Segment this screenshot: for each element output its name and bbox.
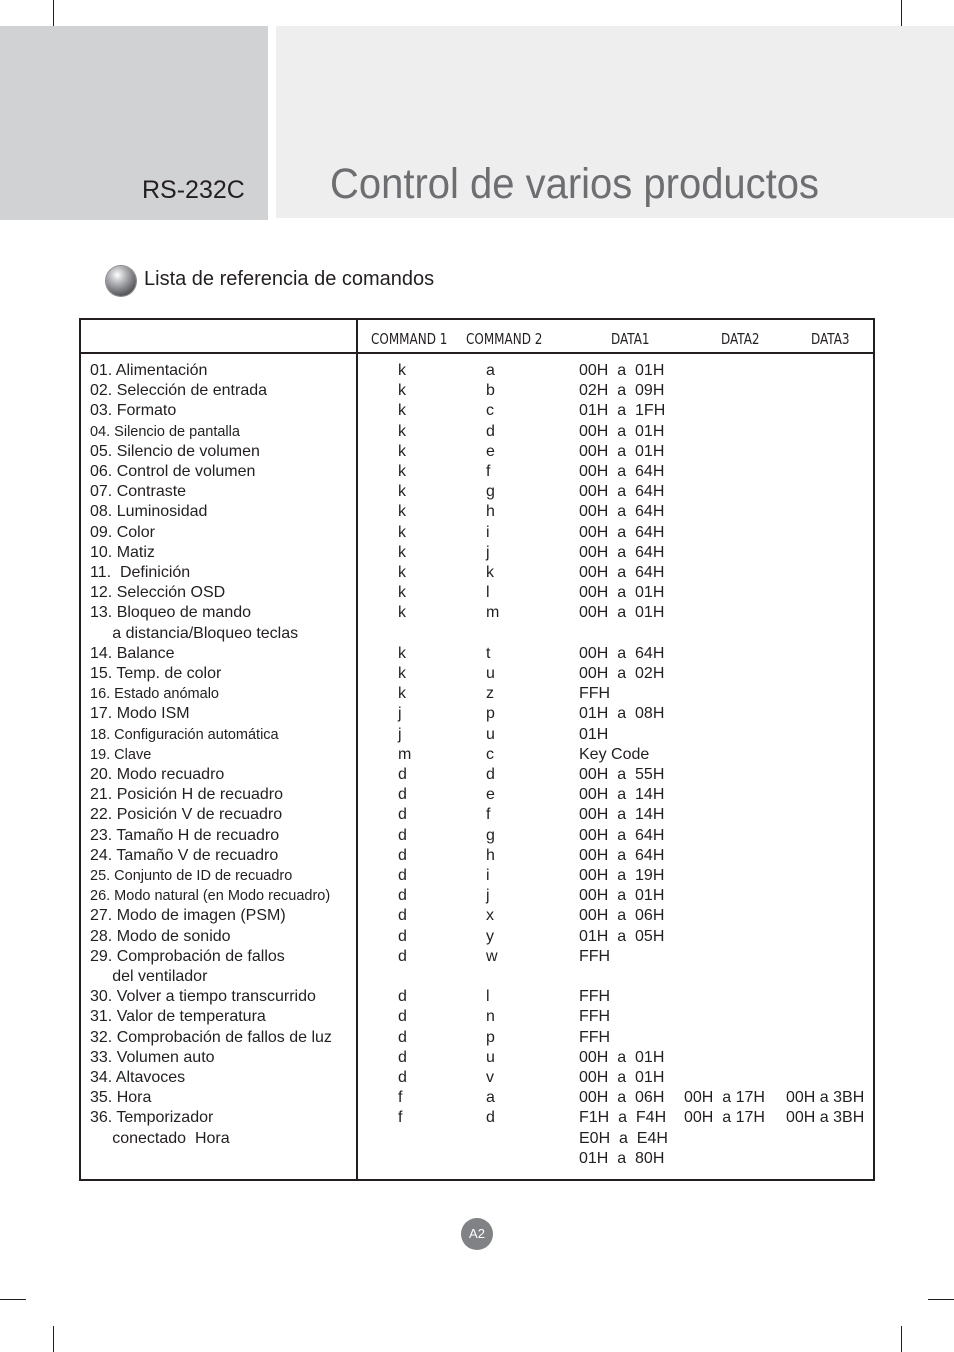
row-command1: k — [398, 483, 406, 501]
command-reference-table — [79, 318, 875, 1181]
row-label: 07. Contraste — [90, 483, 187, 501]
row-command2: b — [486, 382, 495, 400]
row-command2: f — [486, 463, 491, 480]
row-data1: FFH — [579, 1008, 611, 1026]
row-command2: d — [486, 422, 495, 440]
row-command2: u — [486, 1048, 495, 1066]
row-data2: 00H a 17H — [684, 1109, 765, 1127]
row-label: 14. Balance — [90, 644, 175, 662]
row-command2: z — [486, 685, 494, 703]
row-data1: 00H a 01H — [579, 442, 665, 460]
row-label: 30. Volver a tiempo transcurrido — [90, 988, 316, 1006]
section-subtitle: Lista de referencia de comandos — [144, 268, 435, 290]
table-row — [81, 1068, 873, 1088]
row-command1: k — [398, 584, 406, 602]
table-row — [81, 442, 873, 462]
table-row — [81, 462, 873, 482]
table-row — [81, 684, 873, 704]
table-row — [81, 725, 873, 745]
row-command1: k — [398, 644, 406, 662]
row-command1: k — [398, 685, 406, 703]
row-label: a distancia/Bloqueo teclas — [90, 624, 299, 642]
row-command2: y — [486, 927, 494, 945]
row-label: 06. Control de volumen — [90, 463, 256, 480]
row-label: 16. Estado anómalo — [90, 686, 219, 703]
row-label: 24. Tamaño V de recuadro — [90, 846, 279, 864]
table-row — [81, 401, 873, 421]
row-data1: 00H a 55H — [579, 766, 665, 783]
row-data1: 01H a 05H — [579, 927, 665, 945]
row-label: 36. Temporizador — [90, 1109, 214, 1127]
row-label: 17. Modo ISM — [90, 705, 190, 723]
row-data1: 00H a 14H — [579, 806, 665, 824]
page-title: Control de varios productos — [330, 160, 820, 208]
row-label: conectado Hora — [90, 1129, 230, 1147]
row-command1: k — [398, 402, 406, 420]
crop-mark — [0, 1299, 26, 1300]
row-data3: 00H a 3BH — [786, 1089, 865, 1107]
row-label: 33. Volumen auto — [90, 1048, 215, 1066]
row-data1: 00H a 19H — [579, 867, 665, 884]
table-row — [81, 644, 873, 664]
crop-mark — [901, 1326, 902, 1352]
row-command2: n — [486, 1008, 495, 1026]
table-row — [81, 947, 873, 967]
row-command1: f — [398, 1089, 403, 1107]
header-divider — [81, 352, 873, 354]
row-command1: d — [398, 1069, 407, 1086]
row-command1: f — [398, 1109, 403, 1127]
table-row — [81, 704, 873, 724]
row-command2: c — [486, 745, 494, 763]
table-row — [81, 361, 873, 381]
row-label: 09. Color — [90, 523, 155, 541]
row-command2: p — [486, 1028, 495, 1046]
row-data1: 00H a 64H — [579, 483, 665, 501]
row-data1: 01H — [579, 725, 609, 743]
row-data1: FFH — [579, 988, 611, 1006]
row-label: 01. Alimentación — [90, 362, 208, 379]
table-row — [81, 785, 873, 805]
row-command1: d — [398, 867, 407, 884]
row-data1: 00H a 01H — [579, 584, 665, 602]
row-label: 15. Temp. de color — [90, 665, 222, 682]
column-header-data2: DATA2 — [721, 330, 760, 348]
row-data1: 01H a 08H — [579, 705, 665, 723]
row-data1: 02H a 09H — [579, 382, 665, 400]
row-label: 31. Valor de temperatura — [90, 1008, 266, 1026]
row-command1: k — [398, 564, 406, 581]
row-command2: e — [486, 786, 495, 804]
row-label: del ventilador — [90, 968, 208, 985]
row-data1: 01H a 80H — [579, 1149, 665, 1167]
table-row — [81, 967, 873, 987]
table-row — [81, 927, 873, 947]
row-data1: 01H a 1FH — [579, 402, 666, 420]
row-command2: w — [486, 947, 498, 965]
row-command2: g — [486, 483, 495, 501]
table-row — [81, 745, 873, 765]
row-data1: 00H a 01H — [579, 422, 665, 440]
table-row — [81, 866, 873, 886]
row-data1: E0H a E4H — [579, 1129, 668, 1147]
row-label: 23. Tamaño H de recuadro — [90, 826, 280, 844]
row-data1: F1H a F4H — [579, 1109, 667, 1127]
row-label: 27. Modo de imagen (PSM) — [90, 907, 286, 925]
row-label: 28. Modo de sonido — [90, 927, 231, 945]
row-data1: 00H a 64H — [579, 826, 665, 844]
row-label: 03. Formato — [90, 402, 177, 420]
row-command2: h — [486, 503, 495, 521]
row-command1: d — [398, 907, 407, 925]
row-command2: x — [486, 907, 494, 925]
row-data1: 00H a 01H — [579, 1069, 665, 1086]
row-label: 18. Configuración automática — [90, 726, 279, 743]
column-header-command1: COMMAND 1 — [371, 330, 448, 348]
row-label: 13. Bloqueo de mando — [90, 604, 252, 622]
row-data1: 00H a 64H — [579, 846, 665, 864]
row-command1: d — [398, 826, 407, 844]
row-command2: a — [486, 1089, 495, 1107]
crop-mark — [928, 1299, 954, 1300]
table-row — [81, 1007, 873, 1027]
row-command1: k — [398, 422, 406, 440]
row-label: 02. Selección de entrada — [90, 382, 268, 400]
row-command2: t — [486, 644, 491, 662]
row-data1: 00H a 64H — [579, 523, 665, 541]
table-row — [81, 765, 873, 785]
row-command1: d — [398, 1028, 407, 1046]
row-label: 34. Altavoces — [90, 1069, 186, 1086]
row-command2: v — [486, 1069, 494, 1086]
table-row — [81, 846, 873, 866]
row-command2: l — [486, 584, 490, 602]
row-command2: a — [486, 362, 495, 379]
row-command2: e — [486, 442, 495, 460]
row-command1: d — [398, 1048, 407, 1066]
table-row — [81, 805, 873, 825]
row-label: 19. Clave — [90, 746, 152, 763]
row-data1: 00H a 02H — [579, 665, 665, 682]
table-row — [81, 543, 873, 563]
row-command2: i — [486, 523, 490, 541]
row-data2: 00H a 17H — [684, 1089, 765, 1107]
row-data1: 00H a 64H — [579, 543, 665, 561]
row-command2: d — [486, 766, 495, 783]
row-command1: k — [398, 362, 406, 379]
row-command1: j — [398, 705, 402, 723]
row-label: 12. Selección OSD — [90, 584, 226, 602]
row-label: 08. Luminosidad — [90, 503, 208, 521]
table-row — [81, 987, 873, 1007]
row-label: 10. Matiz — [90, 543, 155, 561]
table-row — [81, 1129, 873, 1149]
row-label: 05. Silencio de volumen — [90, 442, 260, 460]
table-row — [81, 1088, 873, 1108]
table-row — [81, 583, 873, 603]
row-data1: 00H a 06H — [579, 907, 665, 925]
row-data1: 00H a 64H — [579, 564, 665, 581]
row-data1: Key Code — [579, 745, 650, 763]
column-header-data1: DATA1 — [611, 330, 650, 348]
row-command2: c — [486, 402, 494, 420]
row-command1: d — [398, 927, 407, 945]
table-row — [81, 422, 873, 442]
row-command1: d — [398, 1008, 407, 1026]
table-row — [81, 563, 873, 583]
row-data3: 00H a 3BH — [786, 1109, 865, 1127]
table-row — [81, 826, 873, 846]
row-data1: 00H a 64H — [579, 503, 665, 521]
table-row — [81, 482, 873, 502]
sphere-bullet-icon — [106, 266, 136, 296]
row-data1: 00H a 64H — [579, 644, 665, 662]
row-label: 20. Modo recuadro — [90, 766, 225, 783]
row-command2: m — [486, 604, 500, 622]
row-label: 04. Silencio de pantalla — [90, 423, 240, 440]
row-command2: j — [486, 887, 490, 905]
row-label: 22. Posición V de recuadro — [90, 806, 283, 824]
row-data1: FFH — [579, 947, 611, 965]
row-command1: k — [398, 382, 406, 400]
table-row — [81, 664, 873, 684]
row-command1: j — [398, 725, 402, 743]
table-row — [81, 502, 873, 522]
row-command1: d — [398, 846, 407, 864]
table-row — [81, 1108, 873, 1128]
row-data1: FFH — [579, 685, 611, 703]
row-label: 35. Hora — [90, 1089, 152, 1107]
row-label: 26. Modo natural (en Modo recuadro) — [90, 888, 331, 905]
row-data1: 00H a 01H — [579, 887, 665, 905]
row-command2: j — [486, 543, 490, 561]
row-command1: k — [398, 604, 406, 622]
table-row — [81, 906, 873, 926]
row-command1: m — [398, 745, 412, 763]
row-command1: d — [398, 806, 407, 824]
row-command2: i — [486, 867, 490, 884]
crop-mark — [53, 1326, 54, 1352]
row-command1: d — [398, 766, 407, 783]
crop-mark — [901, 0, 902, 26]
row-data1: 00H a 06H — [579, 1089, 665, 1107]
row-data1: 00H a 01H — [579, 604, 665, 622]
column-header-data3: DATA3 — [811, 330, 850, 348]
row-command2: g — [486, 826, 495, 844]
section-label: RS-232C — [142, 176, 245, 204]
row-command1: k — [398, 523, 406, 541]
row-command1: d — [398, 947, 407, 965]
row-command1: k — [398, 665, 406, 682]
row-command2: l — [486, 988, 490, 1006]
row-data1: 00H a 14H — [579, 786, 665, 804]
table-row — [81, 624, 873, 644]
row-data1: 00H a 01H — [579, 1048, 665, 1066]
row-label: 29. Comprobación de fallos — [90, 947, 285, 965]
row-command1: k — [398, 463, 406, 480]
row-command1: d — [398, 988, 407, 1006]
table-row — [81, 523, 873, 543]
row-command2: k — [486, 564, 494, 581]
crop-mark — [53, 0, 54, 26]
row-label: 21. Posición H de recuadro — [90, 786, 283, 804]
row-label: 11. Definición — [90, 564, 191, 581]
row-command2: h — [486, 846, 495, 864]
row-command2: p — [486, 705, 495, 723]
row-label: 25. Conjunto de ID de recuadro — [90, 868, 293, 884]
row-command2: d — [486, 1109, 495, 1127]
row-command1: d — [398, 887, 407, 905]
row-command2: f — [486, 806, 491, 824]
table-row — [81, 381, 873, 401]
row-command1: k — [398, 543, 406, 561]
row-command1: d — [398, 786, 407, 804]
row-command2: u — [486, 725, 495, 743]
row-data1: FFH — [579, 1028, 611, 1046]
table-row — [81, 1048, 873, 1068]
row-data1: 00H a 64H — [579, 463, 665, 480]
row-label: 32. Comprobación de fallos de luz — [90, 1028, 332, 1046]
row-data1: 00H a 01H — [579, 362, 665, 379]
row-command1: k — [398, 503, 406, 521]
table-row — [81, 1149, 873, 1169]
column-header-command2: COMMAND 2 — [466, 330, 543, 348]
table-row — [81, 886, 873, 906]
row-command2: u — [486, 665, 495, 682]
page-number-badge: A2 — [461, 1218, 493, 1250]
table-row — [81, 603, 873, 623]
table-row — [81, 1028, 873, 1048]
row-command1: k — [398, 442, 406, 460]
